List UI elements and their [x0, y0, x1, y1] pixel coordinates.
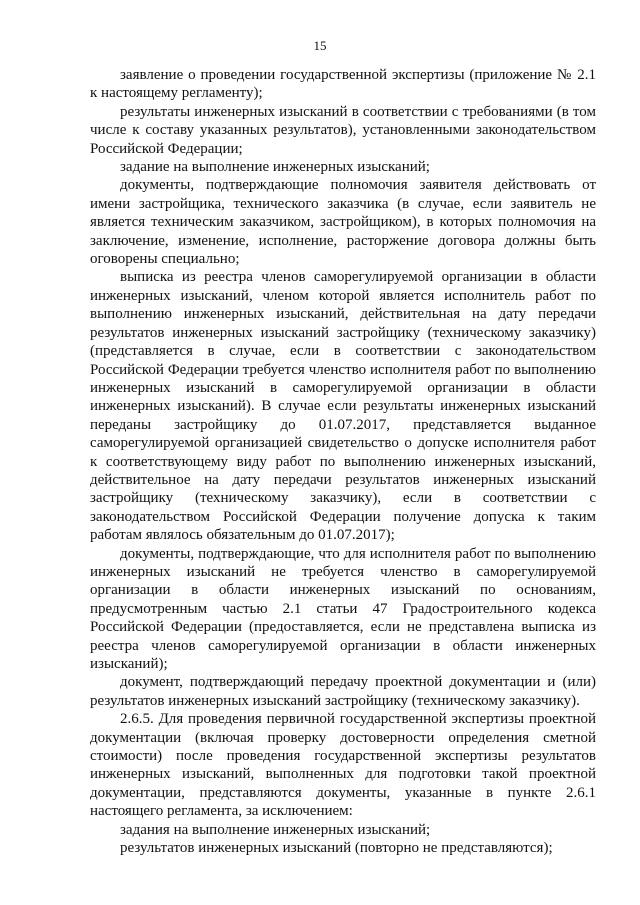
- paragraph-sro-extract: выписка из реестра членов саморегулируемой организации в области инженерных изысканий, членом которой является исполнитель работ по выполнению инженерных изысканий, действительная на дату передачи результатов инженерных изысканий застройщику (техническому заказчику) (представляется в случае, если в соответствии с законодательством Российской Федерации требуется членство исполнителя работ по выполнению инженерных изысканий в саморегулируемой организации в области инженерных изысканий). В случае если результаты инженерных изысканий переданы застройщику до 01.07.2017, представляется выданное саморегулируемой организацией свидетельство о допуске исполнителя работ к соответствующему виду работ по выполнению инженерных изысканий, действительное на дату передачи результатов инженерных изысканий застройщику (техническому заказчику), если в соответствии с законодательством Российской Федерации получение допуска к таким работам являлось обязательным до 01.07.2017);: [90, 269, 596, 544]
- paragraph-exception-results: результатов инженерных изысканий (повторно не представляются);: [120, 840, 553, 857]
- paragraph-application: заявление о проведении государственной экспертизы (приложение № 2.1 к настоящему регламенту);: [90, 67, 596, 102]
- paragraph-survey-task: задание на выполнение инженерных изысканий;: [120, 159, 430, 176]
- page-number: 15: [313, 38, 327, 53]
- document-body: [90, 66, 596, 857]
- paragraph-transfer-document: документ, подтверждающий передачу проектной документации и (или) результатов инженерных изысканий застройщику (техническому заказчику).: [90, 674, 596, 709]
- paragraph-exception-task: задания на выполнение инженерных изысканий;: [120, 821, 431, 838]
- paragraph-membership-exemption: документы, подтверждающие, что для исполнителя работ по выполнению инженерных изысканий не требуется членство в саморегулируемой организации в области инженерных изысканий по основаниям, предусмотренным частью 2.1 статьи 47 Градостроительного кодекса Российской Федерации (предоставляется, если не представлена выписка из реестра членов саморегулируемой организации в области инженерных изысканий);: [90, 545, 596, 672]
- paragraph-survey-results: результаты инженерных изысканий в соответствии с требованиями (в том числе к составу указанных результатов), установленными законодательством Российской Федерации;: [90, 103, 596, 157]
- paragraph-section-2-6-5: 2.6.5. Для проведения первичной государственной экспертизы проектной документации (включая проверку достоверности определения сметной стоимости) после проведения государственной экспертизы результатов инженерных изысканий, выполненных для подготовки такой проектной документации, представляются документы, указанные в пункте 2.6.1 настоящего регламента, за исключением:: [90, 711, 596, 820]
- paragraph-authority-documents: документы, подтверждающие полномочия заявителя действовать от имени застройщика, технического заказчика (в случае, если заявитель не является техническим заказчиком, застройщиком), в которых полномочия на заключение, изменение, исполнение, расторжение договора должны быть оговорены специально;: [90, 177, 596, 268]
